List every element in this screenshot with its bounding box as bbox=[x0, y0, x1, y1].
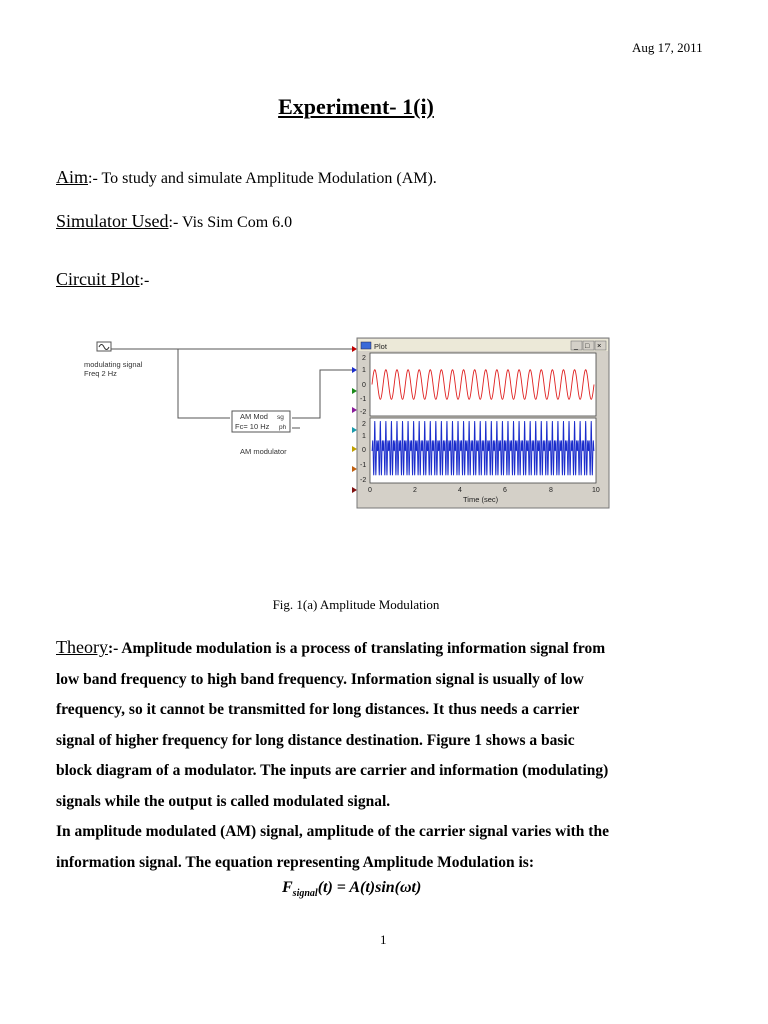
am-modulator-label: AM modulator bbox=[240, 447, 287, 456]
x-tick-0: 0 bbox=[368, 487, 372, 494]
x-tick-4: 4 bbox=[458, 487, 462, 494]
input-arrow-8 bbox=[352, 487, 357, 493]
date: Aug 17, 2011 bbox=[632, 40, 703, 55]
theory-text-1: :- Amplitude modulation is a process of translating information signal from bbox=[107, 640, 606, 657]
bottom-tick-0: 0 bbox=[362, 447, 366, 454]
theory-line-3: frequency, so it cannot be transmitted for long distances. It thus needs a carrier bbox=[56, 701, 580, 718]
x-tick-10: 10 bbox=[592, 487, 600, 494]
plot-window-icon bbox=[361, 342, 371, 349]
theory-label: Theory bbox=[56, 637, 108, 657]
mod-block-line2: Fc= 10 Hz bbox=[235, 422, 270, 431]
top-tick-m1: -1 bbox=[360, 396, 367, 403]
source-freq: Freq 2 Hz bbox=[84, 369, 117, 378]
input-arrow-2 bbox=[352, 367, 357, 373]
top-tick-m2: -2 bbox=[360, 409, 367, 416]
close-icon: × bbox=[597, 341, 602, 350]
input-arrow-1 bbox=[352, 346, 357, 352]
x-tick-2: 2 bbox=[413, 487, 417, 494]
formula-rest: (t) = A(t)sin(ωt) bbox=[317, 879, 422, 896]
bottom-tick-2: 2 bbox=[362, 421, 366, 428]
theory-line-4: signal of higher frequency for long distance destination. Figure 1 shows a basic bbox=[56, 731, 575, 749]
circuit-diagram bbox=[80, 330, 620, 515]
circuit-plot-heading bbox=[56, 269, 149, 290]
formula-subscript: signal bbox=[292, 888, 318, 900]
input-arrow-6 bbox=[352, 446, 357, 452]
mod-block-sg: sg bbox=[277, 414, 284, 421]
x-tick-6: 6 bbox=[503, 487, 507, 494]
am-equation bbox=[282, 879, 421, 899]
top-tick-1: 1 bbox=[362, 367, 366, 374]
minimize-icon: _ bbox=[574, 343, 578, 350]
page-number: 1 bbox=[380, 932, 387, 947]
mod-block-line1: AM Mod bbox=[240, 412, 268, 421]
simulator-text: :- Vis Sim Com 6.0 bbox=[168, 214, 293, 231]
input-arrow-3 bbox=[352, 388, 357, 394]
simulator-line bbox=[56, 211, 292, 232]
page-title: Experiment- 1(i) bbox=[278, 94, 434, 119]
theory-section bbox=[56, 632, 696, 878]
theory-line-7: In amplitude modulated (AM) signal, amplitude of the carrier signal varies with the bbox=[56, 823, 609, 840]
top-tick-0: 0 bbox=[362, 382, 366, 389]
bottom-tick-1: 1 bbox=[362, 433, 366, 440]
figure-caption: Fig. 1(a) Amplitude Modulation bbox=[272, 597, 440, 612]
source-name: modulating signal bbox=[84, 360, 143, 369]
wire-source-to-mod bbox=[178, 349, 230, 418]
theory-line-6: signals while the output is called modulated signal. bbox=[56, 792, 391, 810]
formula-f: F bbox=[282, 879, 293, 896]
maximize-icon: □ bbox=[585, 343, 590, 350]
plot-titlebar bbox=[358, 339, 608, 351]
theory-line-5: block diagram of a modulator. The inputs are carrier and information (modulating) bbox=[56, 762, 609, 779]
bottom-tick-m2: -2 bbox=[360, 477, 367, 484]
theory-line-2: low band frequency to high band frequency. Information signal is usually of low bbox=[56, 670, 584, 688]
input-arrow-5 bbox=[352, 427, 357, 433]
aim-line bbox=[56, 167, 437, 188]
simulator-label: Simulator Used bbox=[56, 211, 169, 231]
circuit-suffix: :- bbox=[139, 272, 150, 289]
top-tick-2: 2 bbox=[362, 355, 366, 362]
wire-mod-to-plot bbox=[292, 370, 352, 418]
input-arrow-4 bbox=[352, 407, 357, 413]
bottom-tick-m1: -1 bbox=[360, 462, 367, 469]
x-axis-label: Time (sec) bbox=[463, 495, 499, 504]
aim-label: Aim bbox=[56, 167, 89, 187]
theory-line-1 bbox=[56, 632, 696, 665]
theory-line-8: information signal. The equation representing Amplitude Modulation is: bbox=[56, 853, 534, 871]
plot-title: Plot bbox=[374, 342, 387, 351]
mod-block-ph: ph bbox=[279, 424, 287, 431]
circuit-label: Circuit Plot bbox=[56, 269, 140, 289]
x-tick-8: 8 bbox=[549, 487, 553, 494]
aim-text: :- To study and simulate Amplitude Modulation (AM). bbox=[88, 170, 437, 187]
input-arrow-7 bbox=[352, 466, 357, 472]
